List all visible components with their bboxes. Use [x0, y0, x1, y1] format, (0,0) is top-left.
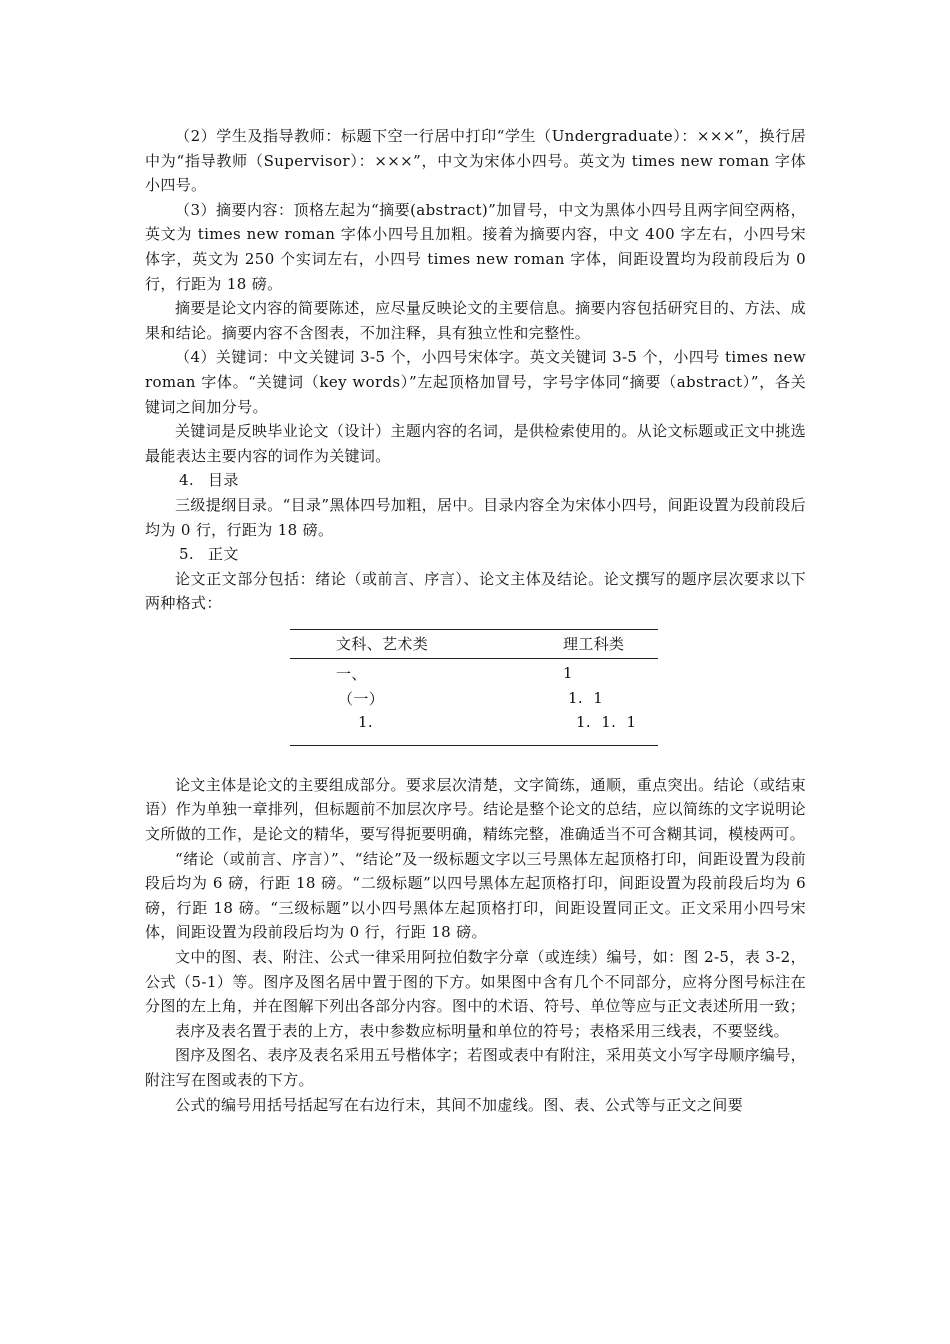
- paragraph-student-supervisor: （2）学生及指导教师：标题下空一行居中打印“学生（Undergraduate）：×××”，换行居中为“指导教师（Supervisor）：×××”，中文为宋体小四号。英文为 times new roman 字体小四号。: [145, 127, 806, 195]
- paragraph-table-caption: 表序及表名置于表的上方，表中参数应标明量和单位的符号；表格采用三线表，不要竖线。: [175, 1021, 790, 1040]
- paragraph-formula-numbering: 公式的编号用括号括起写在右边行末，其间不加虚线。图、表、公式等与正文之间要: [175, 1095, 743, 1114]
- table-cell: 1: [563, 664, 573, 683]
- paragraph-abstract-format: （3）摘要内容：顶格左起为“摘要(abstract)”加冒号，中文为黑体小四号且两字间空两格，英文为 times new roman 字体小四号且加粗。接着为摘要内容，中文 400 字左右，小四号宋体字，英文为 250 个实词左右，小四号 times new roman 字体，间距设置均为段前段后为 0 行，行距为 18 磅。: [145, 200, 806, 293]
- table-cell: 1. 1. 1: [519, 711, 658, 746]
- section-heading-main-text: [145, 542, 806, 567]
- section-heading-toc: [145, 468, 806, 493]
- section-title: 目录: [208, 471, 239, 490]
- table-header-row: [290, 629, 658, 658]
- section-number: 4.: [179, 471, 195, 490]
- paragraph-toc: 三级提纲目录。“目录”黑体四号加粗，居中。目录内容全为宋体小四号，间距设置为段前段后均为 0 行，行距为 18 磅。: [145, 495, 806, 539]
- paragraph-heading-format: “绪论（或前言、序言）”、“结论”及一级标题文字以三号黑体左起顶格打印，间距设置为段前段后均为 6 磅，行距 18 磅。“二级标题”以四号黑体左起顶格打印，间距设置为段前段后均为 6 磅，行距 18 磅。“三级标题”以小四号黑体左起顶格打印，间距设置同正文。正文采用小四号宋体，间距设置为段前段后均为 0 行，行距 18 磅。: [145, 849, 806, 942]
- paragraph-body-main: 论文主体是论文的主要组成部分。要求层次清楚，文字简练，通顺，重点突出。结论（或结束语）作为单独一章排列，但标题前不加层次序号。结论是整个论文的总结，应以简练的文字说明论文所做的工作，是论文的精华，要写得扼要明确，精练完整，准确适当不可含糊其词，模棱两可。: [145, 775, 806, 844]
- spacer: [145, 746, 806, 773]
- table-cell: 一、: [336, 664, 367, 683]
- heading-levels-table-wrap: [290, 629, 658, 746]
- paragraph-main-text: 论文正文部分包括：绪论（或前言、序言）、论文主体及结论。论文撰写的题序层次要求以下两种格式：: [145, 569, 806, 613]
- table-cell: 1. 1: [568, 689, 604, 708]
- table-cell: 1.: [290, 711, 519, 746]
- paragraph-abstract-definition: 摘要是论文内容的简要陈述，应尽量反映论文的主要信息。摘要内容包括研究目的、方法、成果和结论。摘要内容不含图表，不加注释，具有独立性和完整性。: [145, 299, 806, 342]
- table-row: [290, 711, 658, 746]
- paragraph-caption-font: 图序及图名、表序及表名采用五号楷体字；若图或表中有附注，采用英文小写字母顺序编号，附注写在图或表的下方。: [145, 1046, 806, 1089]
- section-title: 正文: [208, 545, 239, 564]
- heading-levels-table: [290, 629, 658, 746]
- table-row: [290, 686, 658, 711]
- table-row: [290, 658, 658, 686]
- section-number: 5.: [179, 545, 195, 564]
- paragraph-figure-numbering: 文中的图、表、附注、公式一律采用阿拉伯数字分章（或连续）编号，如：图 2-5，表 3-2，公式（5-1）等。图序及图名居中置于图的下方。如果图中含有几个不同部分，应将分图号标注在分图的左上角，并在图解下列出各部分内容。图中的术语、符号、单位等应与正文表述所用一致；: [145, 948, 806, 1016]
- table-header-cell: 文科、艺术类: [290, 629, 519, 658]
- table-header-cell: 理工科类: [519, 629, 658, 658]
- table-cell: （一）: [338, 689, 385, 708]
- document-body: [145, 124, 806, 1117]
- paragraph-keywords-definition: 关键词是反映毕业论文（设计）主题内容的名词，是供检索使用的。从论文标题或正文中挑选最能表达主要内容的词作为关键词。: [145, 422, 806, 465]
- paragraph-keywords-format: （4）关键词：中文关键词 3-5 个，小四号宋体字。英文关键词 3-5 个，小四号 times new roman 字体。“关键词（key words）”左起顶格加冒号，字号字体同“摘要（abstract）”，各关键词之间加分号。: [145, 348, 806, 416]
